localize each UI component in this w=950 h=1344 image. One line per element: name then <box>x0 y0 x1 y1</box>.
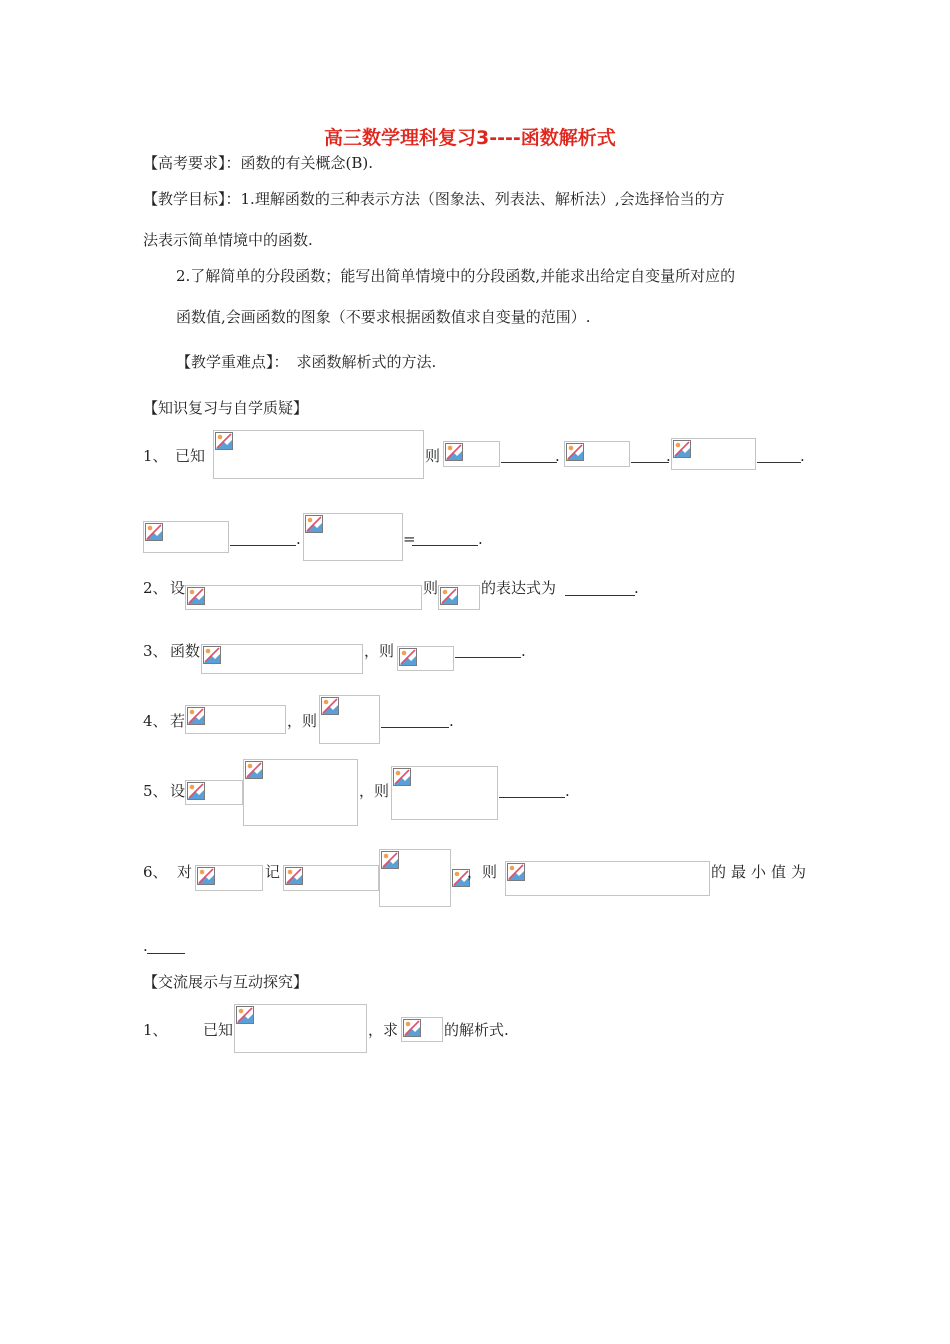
q2-answer-blank[interactable] <box>565 595 635 596</box>
e1-tail: 的解析式. <box>444 1021 509 1039</box>
q5-lead: 设 <box>170 782 186 800</box>
q1-expr5-image <box>303 513 403 561</box>
q1-dot-5: . <box>478 530 483 548</box>
e1-then: ，求 <box>368 1021 399 1039</box>
broken-image-icon <box>566 443 584 461</box>
section-review-heading: 【知识复习与自学质疑】 <box>143 399 309 417</box>
e1-lead: 已知 <box>203 1021 234 1039</box>
key-points-label: 【教学重难点】： <box>176 353 289 371</box>
q4-then: ，则 <box>287 712 318 730</box>
q1-dot-4: . <box>296 530 301 548</box>
e1-formula-image <box>234 1004 367 1053</box>
q2-lead: 设 <box>170 579 186 597</box>
broken-image-icon <box>507 863 525 881</box>
broken-image-icon <box>445 443 463 461</box>
broken-image-icon <box>321 697 339 715</box>
objective-2-line-2: 函数值,会画函数的图象（不要求根据函数值求自变量的范围）. <box>176 308 591 326</box>
page-title: 高三数学理科复习3----函数解析式 <box>324 127 616 149</box>
q1-answer-blank-1[interactable] <box>501 462 557 463</box>
q2-formula-image <box>185 585 422 610</box>
broken-image-icon <box>215 432 233 450</box>
q1-expr4-image <box>143 521 229 553</box>
q4-answer-blank[interactable] <box>381 727 449 728</box>
q1-dot-3: . <box>800 447 805 465</box>
q2-tail: 的表达式为 <box>481 579 557 597</box>
q6-target-image <box>505 861 710 896</box>
q4-number: 4、 <box>143 712 168 730</box>
key-points-text: 求函数解析式的方法. <box>296 353 437 371</box>
q6-definition-image <box>283 865 379 891</box>
q1-expr1-image <box>443 441 500 467</box>
q3-dot: . <box>521 642 526 660</box>
broken-image-icon <box>285 867 303 885</box>
q3-answer-blank[interactable] <box>455 657 521 658</box>
q5-then: ，则 <box>359 782 390 800</box>
broken-image-icon <box>305 515 323 533</box>
q5-number: 5、 <box>143 782 168 800</box>
objective-1-line-2: 法表示简单情境中的函数. <box>143 231 313 249</box>
broken-image-icon <box>403 1019 421 1037</box>
q1-answer-blank-5[interactable] <box>412 545 478 546</box>
objectives-label: 【教学目标】： <box>143 190 241 208</box>
broken-image-icon <box>187 587 205 605</box>
broken-image-icon <box>245 761 263 779</box>
q6-dot: . <box>143 937 148 955</box>
q2-dot: . <box>634 579 639 597</box>
q1-answer-blank-3[interactable] <box>757 462 801 463</box>
objective-1-line-1 <box>143 189 725 209</box>
broken-image-icon <box>187 782 205 800</box>
requirement-text: 函数的有关概念(B). <box>240 154 374 172</box>
q4-dot: . <box>449 712 454 730</box>
objective-2-line-1: 2.了解简单的分段函数；能写出简单情境中的分段函数,并能求出给定自变量所对应的 <box>176 267 736 285</box>
key-points-line <box>176 352 436 372</box>
broken-image-icon <box>399 648 417 666</box>
q4-lead: 若 <box>170 712 186 730</box>
broken-image-icon <box>393 768 411 786</box>
broken-image-icon <box>440 587 458 605</box>
q2-then: 则 <box>423 579 439 597</box>
q6-number: 6、 <box>143 863 168 881</box>
broken-image-icon <box>187 707 205 725</box>
requirement-label: 【高考要求】： <box>143 154 241 172</box>
broken-image-icon <box>236 1006 254 1024</box>
q5-piecewise-image <box>243 759 358 826</box>
broken-image-icon <box>673 440 691 458</box>
q1-expr2-image <box>564 441 630 467</box>
q1-then: 则 <box>425 447 441 465</box>
broken-image-icon <box>145 523 163 541</box>
section-exchange-heading: 【交流展示与互动探究】 <box>143 973 309 991</box>
q6-answer-blank[interactable] <box>147 953 185 954</box>
q3-lead: 函数 <box>170 642 201 660</box>
q1-formula-image <box>213 430 424 479</box>
broken-image-icon <box>381 851 399 869</box>
q1-expr3-image <box>671 438 756 470</box>
q2-target-image <box>438 585 480 610</box>
q6-mid: 记 <box>265 863 281 881</box>
e1-number: 1、 <box>143 1021 168 1039</box>
broken-image-icon <box>197 867 215 885</box>
q5-formula-image <box>185 780 243 805</box>
broken-image-icon <box>203 646 221 664</box>
q3-then: ，则 <box>364 642 395 660</box>
objective-1-text: 1.理解函数的三种表示方法（图象法、列表法、解析法）,会选择恰当的方 <box>240 190 725 208</box>
q1-dot-1: . <box>555 447 560 465</box>
q3-formula-image <box>201 644 363 674</box>
q5-dot: . <box>565 782 570 800</box>
q2-number: 2、 <box>143 579 168 597</box>
q3-number: 3、 <box>143 642 168 660</box>
q6-tail: 的最小值为 <box>711 863 812 881</box>
q5-target-image <box>391 766 498 820</box>
q1-lead: 已知 <box>175 447 206 465</box>
q4-formula-image <box>185 705 286 734</box>
q1-number: 1、 <box>143 447 168 465</box>
q5-answer-blank[interactable] <box>499 797 565 798</box>
q6-domain-image <box>195 865 263 891</box>
q6-piecewise-image <box>379 849 451 907</box>
q6-small-image <box>451 868 468 888</box>
q6-then: ，则 <box>467 863 498 881</box>
q3-target-image <box>397 646 454 671</box>
q1-answer-blank-2[interactable] <box>631 462 669 463</box>
q6-lead: 对 <box>177 863 193 881</box>
q1-dot-2: . <box>666 447 671 465</box>
e1-target-image <box>401 1017 443 1042</box>
q1-answer-blank-4[interactable] <box>230 545 296 546</box>
q1-equals: = <box>403 530 416 548</box>
q4-target-image <box>319 695 380 744</box>
requirement-line <box>143 153 373 173</box>
